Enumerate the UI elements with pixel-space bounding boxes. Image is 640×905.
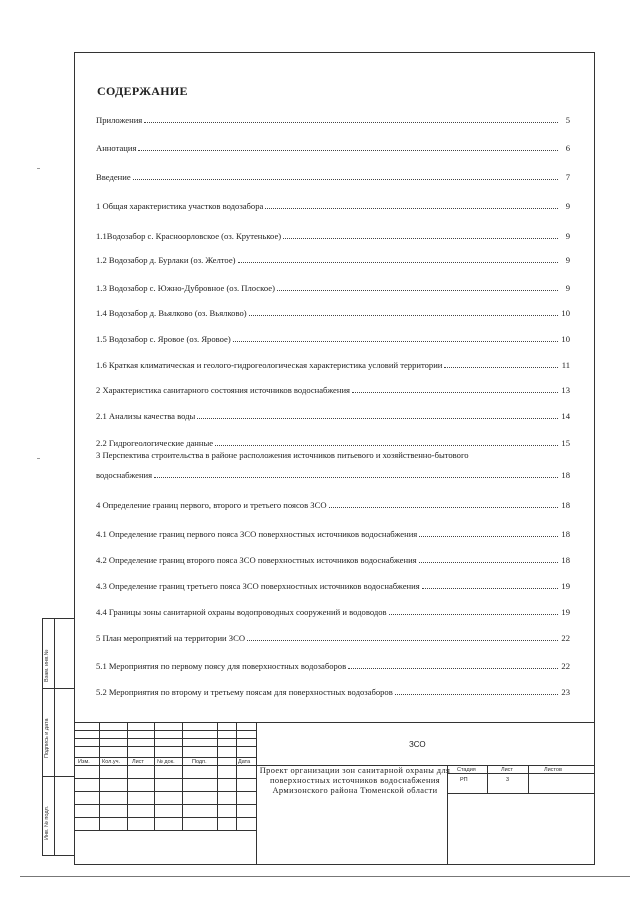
toc-entry[interactable]: 1 Общая характеристика участков водозабора 9	[96, 201, 570, 211]
tb-line	[74, 791, 256, 792]
tb-col-izm: Изм.	[78, 759, 90, 765]
tb-line	[447, 773, 595, 774]
toc-entry[interactable]: 5.2 Мероприятия по второму и третьему поясам для поверхностных водозаборов 23	[96, 687, 570, 697]
toc-entry[interactable]: 4.3 Определение границ третьего пояса ЗСО поверхностных источников водоснабжения 19	[96, 581, 570, 591]
side-line	[42, 776, 74, 777]
side-line	[42, 688, 74, 689]
side-line	[54, 618, 55, 856]
tb-stage-value: РП	[460, 777, 468, 783]
toc-entry[interactable]: Приложения 5	[96, 115, 570, 125]
tb-sheet-value: 3	[506, 777, 510, 783]
side-margin-strip	[42, 618, 74, 856]
tb-line	[217, 722, 218, 830]
tb-sheet-label: Лист	[501, 767, 513, 773]
toc-entry[interactable]: 4.1 Определение границ первого пояса ЗСО поверхностных источников водоснабжения 18	[96, 529, 570, 539]
toc-entry[interactable]: 2 Характеристика санитарного состояния источников водоснабжения 13	[96, 385, 570, 395]
tb-stage-label: Стадия	[457, 767, 476, 773]
toc-entry[interactable]: 5.1 Мероприятия по первому поясу для поверхностных водозаборов 22	[96, 661, 570, 671]
tb-line	[99, 722, 100, 830]
tb-col-kolvo: Кол.уч.	[102, 759, 121, 765]
toc-entry[interactable]: 1.2 Водозабор д. Бурлаки (оз. Желтое) 9	[96, 255, 570, 265]
tb-line	[74, 738, 256, 739]
margin-tick	[37, 168, 40, 169]
tb-line	[74, 817, 256, 818]
tb-line	[74, 757, 256, 758]
toc-entry[interactable]: 4.2 Определение границ второго пояса ЗСО поверхностных источников водоснабжения 18	[96, 555, 570, 565]
tb-line	[528, 765, 529, 793]
side-sign-date: Подпись и дата	[44, 718, 50, 758]
tb-col-list: Лист	[132, 759, 144, 765]
tb-line	[74, 722, 595, 723]
toc-entry[interactable]: Аннотация 6	[96, 143, 570, 153]
tb-line	[127, 722, 128, 830]
toc-entry[interactable]: 1.1Водозабор с. Красноорловское (оз. Крутенькое) 9	[96, 231, 570, 241]
toc-entry[interactable]: 1.3 Водозабор с. Южно-Дубровное (оз. Плоское) 9	[96, 283, 570, 293]
tb-line	[74, 730, 256, 731]
toc-entry[interactable]: 1.5 Водозабор с. Яровое (оз. Яровое) 10	[96, 334, 570, 344]
tb-sheets-label: Листов	[544, 767, 562, 773]
tb-col-sign: Подп.	[192, 759, 207, 765]
document-code: ЗСО	[409, 740, 426, 749]
project-title: Проект организации зон санитарной охраны для поверхностных источников водоснабжения Армизонского района Тюменской области	[259, 766, 451, 796]
toc-entry[interactable]: 5 План мероприятий на территории ЗСО 22	[96, 633, 570, 643]
toc-entry[interactable]: 2.1 Анализы качества воды 14	[96, 411, 570, 421]
toc-entry[interactable]: водоснабжения 18	[96, 470, 570, 480]
tb-line	[74, 804, 256, 805]
toc-entry[interactable]: 4.4 Границы зоны санитарной охраны водопроводных сооружений и водоводов 19	[96, 607, 570, 617]
toc-entry-line1: 3 Перспектива строительства в районе расположения источников питьевого и хозяйственно-бытового	[96, 450, 469, 460]
toc-entry[interactable]: Введение 7	[96, 172, 570, 182]
side-line	[42, 618, 43, 856]
toc-entry[interactable]: 2.2 Гидрогеологические данные 15	[96, 438, 570, 448]
tb-col-doc: № док.	[157, 759, 175, 765]
tb-line	[74, 746, 256, 747]
side-line	[42, 855, 74, 856]
tb-line	[236, 722, 237, 830]
scan-edge-line	[20, 876, 630, 877]
tb-col-date: Дата	[238, 759, 251, 765]
tb-line	[182, 722, 183, 830]
tb-line	[74, 778, 256, 779]
tb-line	[487, 765, 488, 793]
margin-tick	[37, 458, 40, 459]
toc-entry[interactable]: 4 Определение границ первого, второго и третьего поясов ЗСО 18	[96, 500, 570, 510]
tb-line	[447, 793, 595, 794]
toc-entry[interactable]: 1.6 Краткая климатическая и геолого-гидрогеологическая характеристика условий территории 11	[96, 360, 570, 370]
title-block	[74, 722, 595, 865]
toc-entry[interactable]: 1.4 Водозабор д. Вьялково (оз. Вьялково) 10	[96, 308, 570, 318]
tb-line	[74, 830, 256, 831]
toc-heading: СОДЕРЖАНИЕ	[97, 84, 188, 98]
side-replace-inv: Взам. инв.№	[44, 649, 50, 682]
tb-line	[154, 722, 155, 830]
side-line	[42, 618, 74, 619]
side-inv-orig: Инв. № подл.	[44, 805, 50, 840]
